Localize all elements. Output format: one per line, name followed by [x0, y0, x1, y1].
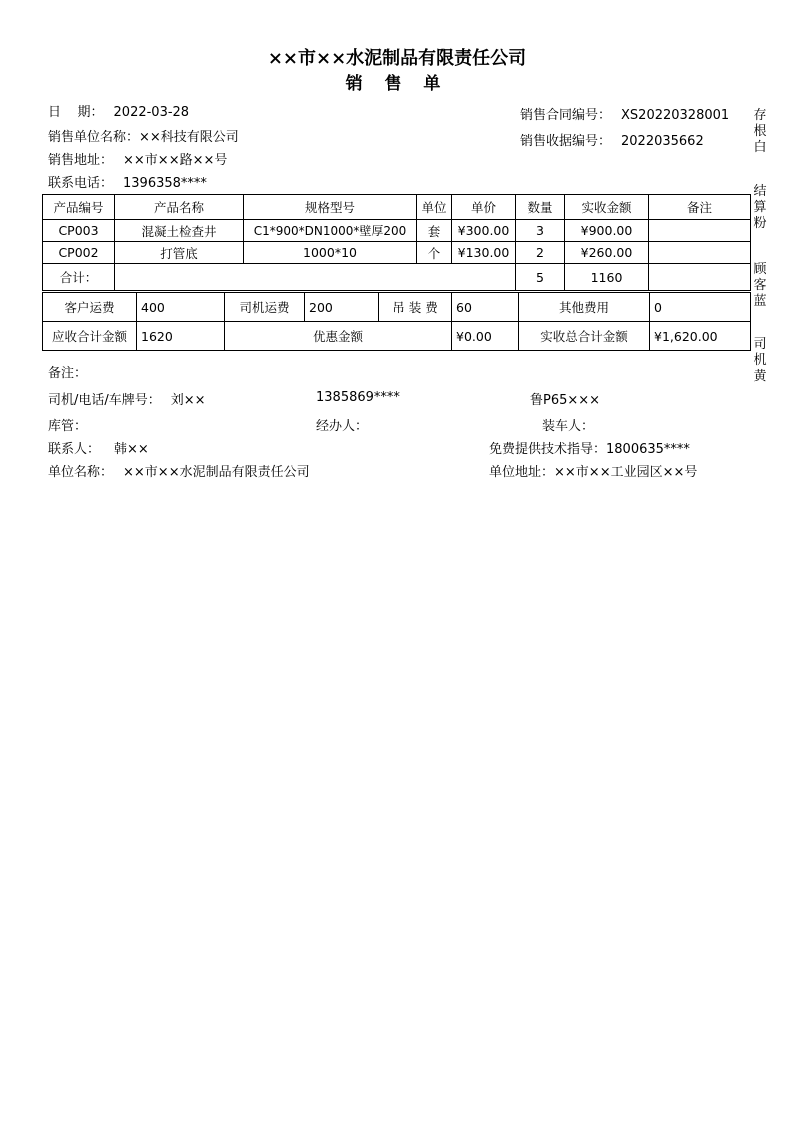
contact-label: 联系人：: [48, 442, 101, 457]
actual-total-label: 实收总合计金额: [519, 322, 650, 351]
cell-spec: C1*900*DN1000*壁厚200: [244, 220, 417, 242]
unit-address-label: 单位地址：: [489, 465, 555, 480]
header-amount: 实收金额: [565, 195, 649, 220]
total-note: [649, 264, 751, 291]
customer-freight-label: 客户运费: [43, 293, 137, 322]
cell-name: 混凝土检查井: [115, 220, 244, 242]
receipt-label: 销售收据编号：: [520, 134, 612, 149]
total-blank: [115, 264, 516, 291]
side-note-stub: 存根白: [753, 108, 767, 155]
sales-table: [42, 194, 751, 291]
receipt-value: 2022035662: [621, 134, 704, 149]
cell-qty: 2: [516, 242, 565, 264]
driver-name: 刘××: [170, 393, 206, 408]
cell-unit: 个: [417, 242, 452, 264]
table-row: [43, 242, 751, 264]
unit-address-row: [489, 461, 697, 480]
driver-freight-label: 司机运费: [225, 293, 305, 322]
unit-name-label: 单位名称：: [48, 465, 114, 480]
contact-value: 韩××: [114, 442, 149, 457]
cell-price: ¥300.00: [452, 220, 516, 242]
date-value: 2022-03-28: [113, 105, 190, 120]
header-qty: 数量: [516, 195, 565, 220]
keeper-label: 库管：: [48, 419, 88, 434]
side-note-settlement: 结算粉: [753, 184, 767, 231]
table-header-row: [43, 195, 751, 220]
driver-row: [48, 389, 206, 408]
cell-note: [649, 242, 751, 264]
support-row: [489, 438, 690, 457]
company-title: ××市××水泥制品有限责任公司: [267, 48, 527, 69]
discount-label: 优惠金额: [225, 322, 452, 351]
driver-label: 司机/电话/车牌号：: [48, 393, 161, 408]
summary-row: [43, 322, 751, 351]
contract-label: 销售合同编号：: [520, 108, 612, 123]
phone-row: [48, 172, 207, 191]
header-code: 产品编号: [43, 195, 115, 220]
header-price: 单价: [452, 195, 516, 220]
address-row: [48, 149, 227, 168]
remark-label: 备注：: [48, 366, 88, 381]
contract-row: [520, 104, 729, 123]
phone-label: 联系电话：: [48, 176, 114, 191]
total-label: 合计：: [43, 264, 115, 291]
contact-row: [48, 438, 149, 457]
cell-code: CP002: [43, 242, 115, 264]
lifting-label: 吊 装 费: [379, 293, 452, 322]
total-amount: 1160: [565, 264, 649, 291]
customer-freight-value: 400: [137, 293, 225, 322]
receivable-value: 1620: [137, 322, 225, 351]
cell-amount: ¥260.00: [565, 242, 649, 264]
side-note-customer: 顾客蓝: [753, 262, 767, 309]
unit-name-row: [48, 461, 310, 480]
receipt-row: [520, 130, 704, 149]
contract-value: XS20220328001: [621, 108, 730, 123]
phone-value: 1396358****: [123, 176, 207, 191]
fees-table: [42, 292, 751, 351]
header-spec: 规格型号: [244, 195, 417, 220]
other-fee-value: 0: [650, 293, 751, 322]
total-row: [43, 264, 751, 291]
document-title: 销 售 单: [345, 74, 449, 94]
handler-label: 经办人：: [316, 419, 369, 434]
table-row: [43, 220, 751, 242]
plate-number: 鲁P65×××: [530, 393, 601, 408]
cell-code: CP003: [43, 220, 115, 242]
header-unit: 单位: [417, 195, 452, 220]
cell-qty: 3: [516, 220, 565, 242]
receivable-label: 应收合计金额: [43, 322, 137, 351]
side-note-driver: 司机黄: [753, 337, 767, 384]
header-note: 备注: [649, 195, 751, 220]
address-value: ××市××路××号: [123, 153, 228, 168]
driver-freight-value: 200: [305, 293, 379, 322]
address-label: 销售地址：: [48, 153, 114, 168]
actual-total-value: ¥1,620.00: [650, 322, 751, 351]
fees-row: [43, 293, 751, 322]
total-qty: 5: [516, 264, 565, 291]
support-value: 1800635****: [606, 442, 690, 457]
buyer-value: ××科技有限公司: [139, 130, 239, 145]
unit-name-value: ××市××水泥制品有限责任公司: [123, 465, 310, 480]
cell-note: [649, 220, 751, 242]
discount-value: ¥0.00: [452, 322, 519, 351]
cell-unit: 套: [417, 220, 452, 242]
date-row: [48, 101, 189, 120]
loader-label: 装车人：: [542, 419, 595, 434]
buyer-label: 销售单位名称：: [48, 130, 140, 145]
support-label: 免费提供技术指导：: [489, 442, 607, 457]
cell-name: 打管底: [115, 242, 244, 264]
date-label: 日 期：: [48, 105, 104, 120]
cell-amount: ¥900.00: [565, 220, 649, 242]
header-name: 产品名称: [115, 195, 244, 220]
cell-price: ¥130.00: [452, 242, 516, 264]
other-fee-label: 其他费用: [519, 293, 650, 322]
unit-address-value: ××市××工业园区××号: [554, 465, 698, 480]
lifting-value: 60: [452, 293, 519, 322]
buyer-row: [48, 126, 239, 145]
cell-spec: 1000*10: [244, 242, 417, 264]
driver-phone: 1385869****: [316, 390, 400, 405]
